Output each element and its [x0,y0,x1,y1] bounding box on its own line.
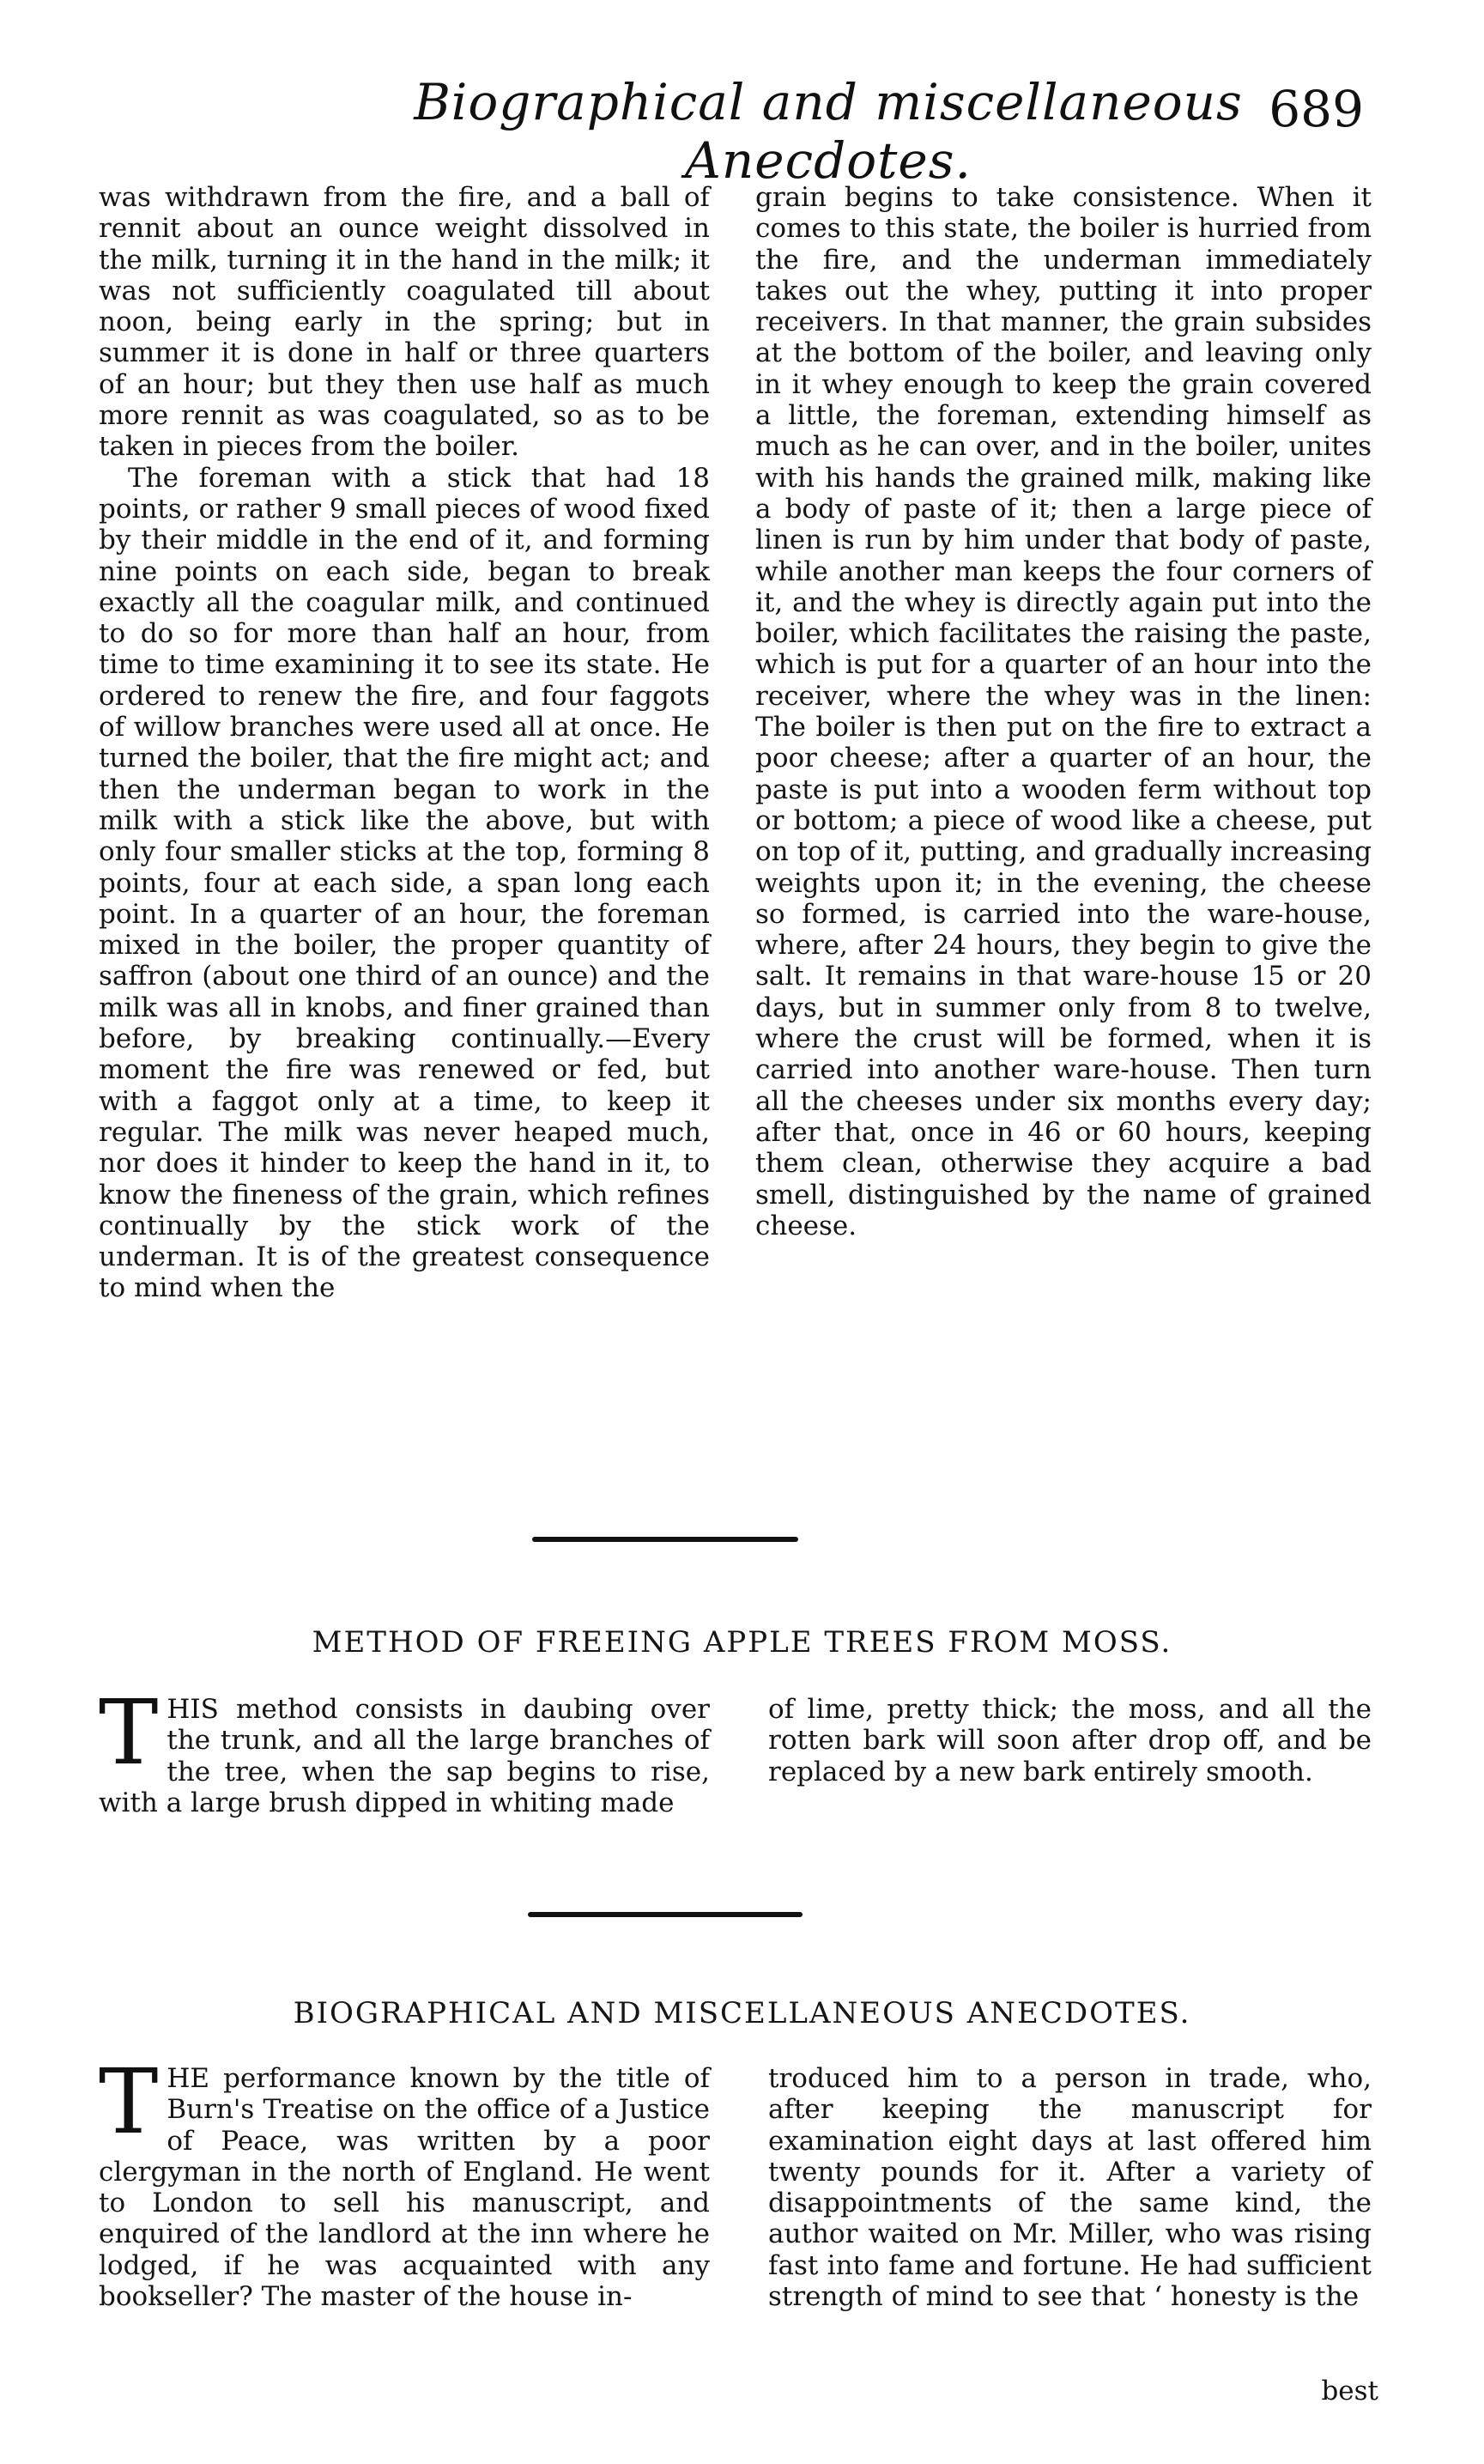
catchword: best [1321,2376,1378,2406]
cheese-right-column [755,182,1372,1241]
anecdotes-right-column [768,2063,1372,2312]
cheese-left-paragraph-2: The foreman with a stick that had 18 points, or rather 9 small pieces of wood fixed by their middle in the end of it, and forming nine points on each side, began to break exactly all the coagular milk, and continued to do so for more than half an hour, from time to time examining it to see its state. He ordered to renew the fire, and four faggots of willow branches were used all at once. He turned the boiler, that the fire might act; and then the underman began to work in the milk with a stick like the above, but with only four smaller sticks at the top, forming 8 points, four at each side, a span long each point. In a quarter of an hour, the foreman mixed in the boiler, the proper quantity of saffron (about one third of an ounce) and the milk was all in knobs, and finer grained than before, by breaking continually.—Every moment the fire was renewed or fed, but with a faggot only at a time, to keep it regular. The milk was never heaped much, nor does it hinder to keep the hand in it, to know the fineness of the grain, which refines continually by the stick work of the underman. It is of the greatest consequence to mind when the [99,462,710,1304]
moss-left-text: THIS method consists in daubing over the trunk, and all the large branches of the tree, when the sap begins to rise, with a large brush dipped in whiting made [99,1680,710,1818]
running-title: Biographical and miscellaneous Anecdotes. [414,73,1243,190]
anecdotes-right-text: troduced him to a person in trade, who, after keeping the manuscript for examination eight days at last offered him twenty pounds for it. After a variety of disappointments of the same kind, the author waited on Mr. Miller, who was rising fast into fame and fortune. He had sufficient strength of mind to see that ‘ honesty is the [768,2063,1372,2313]
section-divider-1 [532,1537,798,1542]
moss-right-column [768,1694,1372,1787]
cheese-right-paragraph-1: grain begins to take consistence. When it comes to this state, the boiler is hurried from the fire, and the underman immediately takes out the whey, putting it into proper receivers. In that manner, the grain subsides at the bottom of the boiler, and leaving only in it whey enough to keep the grain covered a little, the foreman, extending himself as much as he can over, and in the boiler, unites with his hands the grained milk, making like a body of paste of it; then a large piece of linen is run by him under that body of paste, while another man keeps the four corners of it, and the whey is directly again put into the boiler, which facilitates the raising the paste, which is put for a quarter of an hour into the receiver, where the whey was in the linen: The boiler is then put on the fire to extract a poor cheese; after a quarter of an hour, the paste is put into a wooden ferm without top or bottom; a piece of wood like a cheese, put on top of it, putting, and gradually increasing weights upon it; in the evening, the cheese so formed, is carried into the ware-house, where, after 24 hours, they begin to give the salt. It remains in that ware-house 15 or 20 days, but in summer only from 8 to twelve, where the crust will be formed, when it is carried into another ware-house. Then turn all the cheeses under six months every day; after that, once in 46 or 60 hours, keeping them clean, otherwise they acquire a bad smell, distinguished by the name of grained cheese. [755,182,1372,1241]
cheese-left-paragraph-1: was withdrawn from the fire, and a ball of rennit about an ounce weight dissolved in the milk, turning it in the hand in the milk; it was not sufficiently coagulated till about noon, being early in the spring; but in summer it is done in half or three quarters of an hour; but they then use half as much more rennit as was coagulated, so as to be taken in pieces from the boiler. [99,182,710,463]
moss-section-title: METHOD OF FREEING APPLE TREES FROM MOSS. [312,1625,1172,1660]
anecdotes-left-text: THE performance known by the title of Burn's Treatise on the office of a Justice of Peace, was written by a poor clergyman in the north of England. He went to London to sell his manuscript, and enquired of the landlord at the inn where he lodged, if he was acquainted with any bookseller? The master of the house in- [99,2049,710,2313]
cheese-left-column [99,182,710,1304]
anecdotes-section-title: BIOGRAPHICAL AND MISCELLANEOUS ANECDOTES. [293,1996,1191,2030]
page-number: 689 [1269,80,1364,138]
anecdotes-left-column [99,2049,710,2313]
section-divider-2 [528,1912,803,1917]
moss-right-text: of lime, pretty thick; the moss, and all the rotten bark will soon after drop off, and be replaced by a new bark entirely smooth. [768,1694,1372,1787]
moss-left-column [99,1680,710,1818]
